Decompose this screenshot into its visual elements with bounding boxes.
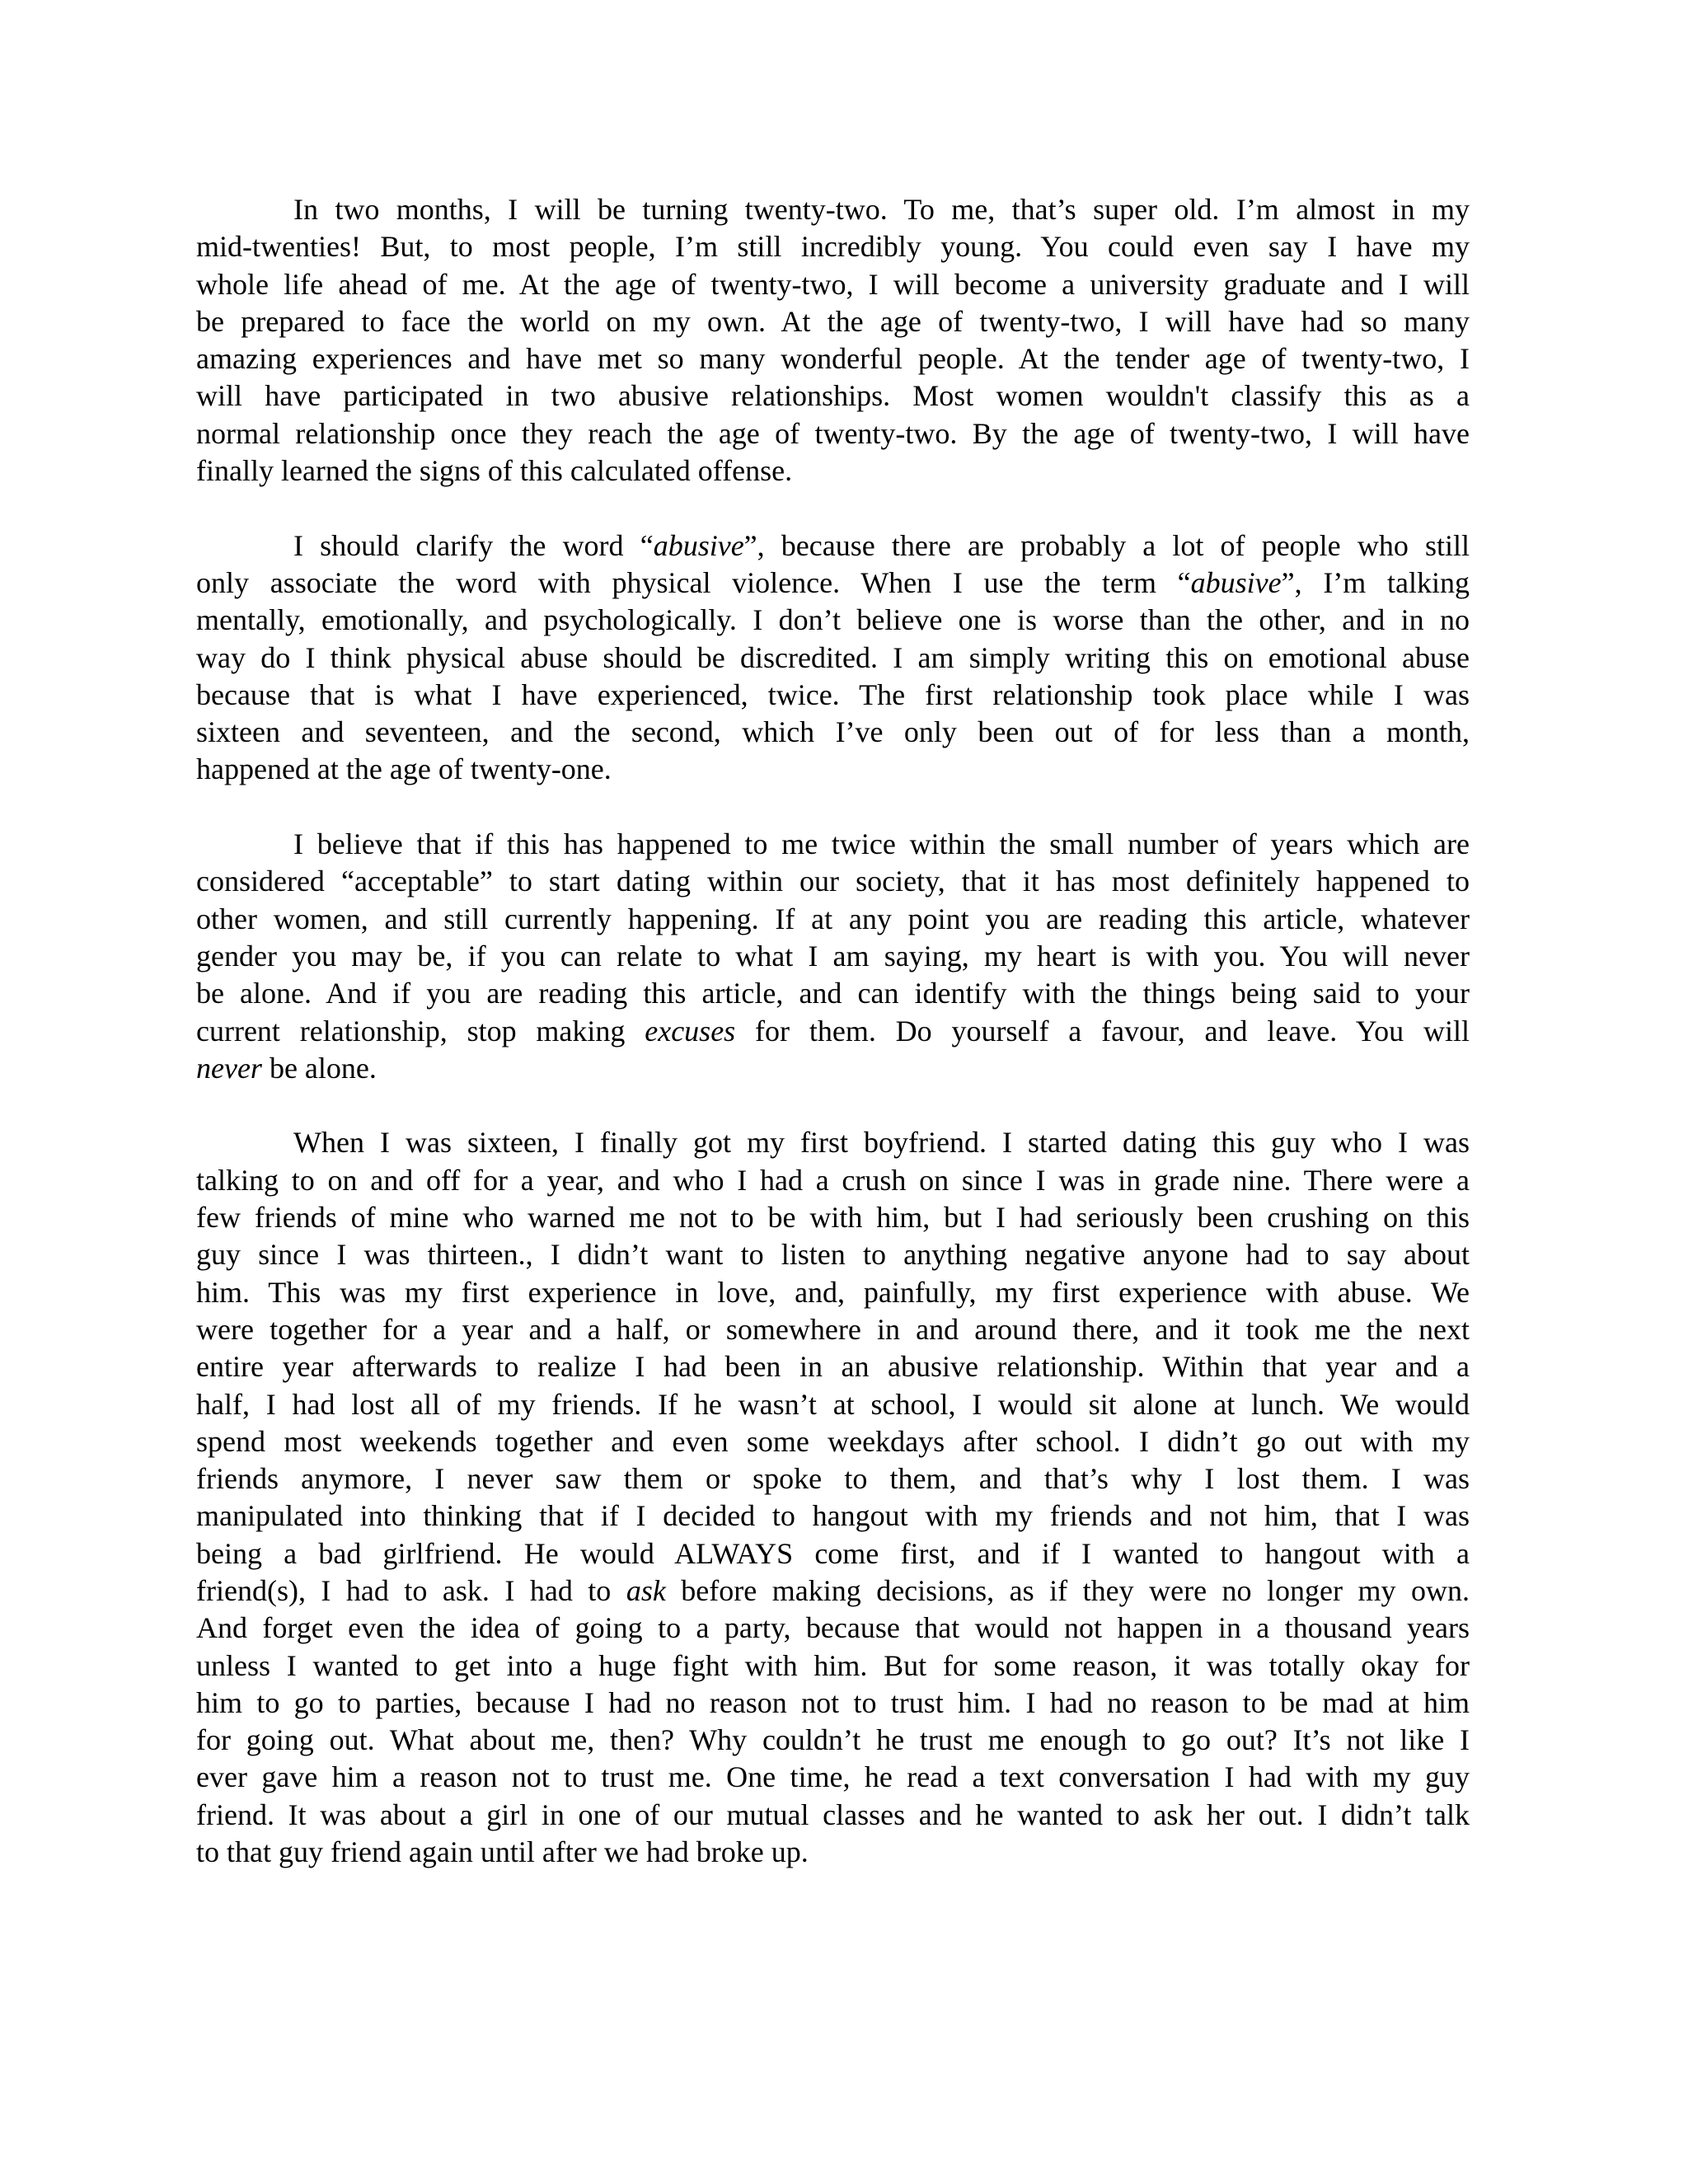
text-line: [196, 565, 1470, 602]
text-run: mentally, emotionally, and psychologically. I don’t believe one is worse than the other, and in no: [196, 603, 1470, 637]
text-run: normal relationship once they reach the age of twenty-two. By the age of twenty-two, I will have: [196, 416, 1470, 450]
text-run: considered “acceptable” to start dating within our society, that it has most definitely happened to: [196, 865, 1470, 898]
text-run: to that guy friend again until after we had broke up.: [196, 1835, 809, 1869]
paragraph-2: [196, 527, 1470, 789]
italic-text: abusive: [653, 528, 744, 562]
text-line: [196, 303, 1470, 340]
italic-text: excuses: [645, 1014, 736, 1047]
text-run: current relationship, stop making: [196, 1014, 645, 1047]
text-run: friends anymore, I never saw them or spoke to them, and that’s why I lost them. I was: [196, 1462, 1470, 1496]
text-run: way do I think physical abuse should be discredited. I am simply writing this on emotional abuse: [196, 640, 1470, 674]
text-run: In two months, I will be turning twenty-two. To me, that’s super old. I’m almost in my: [293, 193, 1470, 226]
text-run: will have participated in two abusive relationships. Most women wouldn't classify this as a: [196, 379, 1470, 413]
text-run: guy since I was thirteen., I didn’t want to listen to anything negative anyone had to say about: [196, 1238, 1470, 1272]
paragraph-4: [196, 1124, 1470, 1871]
text-run: manipulated into thinking that if I decided to hangout with my friends and not him, that I was: [196, 1499, 1470, 1533]
text-line: [196, 1535, 1470, 1572]
text-run: unless I wanted to get into a huge fight with him. But for some reason, it was totally okay for: [196, 1648, 1470, 1682]
text-line: [196, 452, 1470, 490]
document-body: [196, 191, 1470, 1909]
text-run: And forget even the idea of going to a party, because that would not happen in a thousand years: [196, 1611, 1470, 1645]
text-line: [196, 1348, 1470, 1385]
text-line: [196, 1722, 1470, 1759]
text-run: half, I had lost all of my friends. If he wasn’t at school, I would sit alone at lunch. We would: [196, 1387, 1470, 1421]
text-run: be alone.: [261, 1051, 377, 1085]
text-line: [196, 826, 1470, 863]
text-run: sixteen and seventeen, and the second, which I’ve only been out of for less than a month,: [196, 715, 1470, 749]
text-line: [196, 938, 1470, 975]
text-line: [196, 863, 1470, 900]
text-line: [196, 1834, 1470, 1871]
text-run: entire year afterwards to realize I had been in an abusive relationship. Within that year and a: [196, 1350, 1470, 1384]
text-run: ”, I’m talking: [1281, 565, 1470, 599]
text-line: [196, 1050, 1470, 1087]
text-run: before making decisions, as if they were no longer my own.: [665, 1573, 1470, 1607]
text-line: [196, 901, 1470, 938]
paragraph-3: [196, 826, 1470, 1087]
text-run: I believe that if this has happened to me twice within the small number of years which are: [293, 827, 1470, 861]
italic-text: ask: [626, 1573, 666, 1607]
text-line: [196, 975, 1470, 1012]
text-run: I should clarify the word “: [293, 528, 654, 562]
text-line: [196, 266, 1470, 303]
text-line: [196, 1199, 1470, 1236]
text-line: [196, 228, 1470, 265]
text-line: [196, 1423, 1470, 1460]
text-run: be prepared to face the world on my own. At the age of twenty-two, I will have had so many: [196, 304, 1470, 338]
text-line: [196, 527, 1470, 565]
text-line: [196, 1162, 1470, 1199]
text-line: [196, 751, 1470, 788]
text-line: [196, 1311, 1470, 1348]
text-run: mid-twenties! But, to most people, I’m still incredibly young. You could even say I have my: [196, 230, 1470, 264]
text-line: [196, 191, 1470, 228]
text-run: spend most weekends together and even some weekdays after school. I didn’t go out with my: [196, 1424, 1470, 1458]
text-run: other women, and still currently happening. If at any point you are reading this article, whatever: [196, 902, 1470, 935]
text-line: [196, 714, 1470, 751]
text-line: [196, 1610, 1470, 1647]
text-run: him. This was my first experience in love, and, painfully, my first experience with abuse. We: [196, 1275, 1470, 1309]
paragraph-1: [196, 191, 1470, 490]
text-run: because that is what I have experienced, twice. The first relationship took place while I was: [196, 677, 1470, 711]
text-run: whole life ahead of me. At the age of twenty-two, I will become a university graduate and I will: [196, 267, 1470, 301]
text-line: [196, 640, 1470, 677]
italic-text: never: [196, 1051, 262, 1085]
text-run: happened at the age of twenty-one.: [196, 752, 612, 786]
text-run: friend(s), I had to ask. I had to: [196, 1573, 626, 1607]
text-line: [196, 1013, 1470, 1050]
text-line: [196, 1497, 1470, 1535]
text-line: [196, 1685, 1470, 1722]
text-run: finally learned the signs of this calculated offense.: [196, 454, 793, 488]
text-line: [196, 1274, 1470, 1311]
text-line: [196, 1124, 1470, 1161]
text-line: [196, 602, 1470, 639]
italic-text: abusive: [1190, 565, 1282, 599]
text-run: ”, because there are probably a lot of people who still: [743, 528, 1470, 562]
text-line: [196, 1236, 1470, 1273]
text-line: [196, 1460, 1470, 1497]
text-run: for them. Do yourself a favour, and leave. You will: [735, 1014, 1470, 1047]
text-run: be alone. And if you are reading this article, and can identify with the things being said to your: [196, 977, 1470, 1010]
text-run: for going out. What about me, then? Why couldn’t he trust me enough to go out? It’s not like I: [196, 1723, 1470, 1757]
text-run: When I was sixteen, I finally got my first boyfriend. I started dating this guy who I was: [293, 1126, 1470, 1160]
text-line: [196, 1647, 1470, 1685]
text-run: him to go to parties, because I had no reason not to trust him. I had no reason to be mad at him: [196, 1685, 1470, 1719]
text-line: [196, 1797, 1470, 1834]
text-run: were together for a year and a half, or somewhere in and around there, and it took me the next: [196, 1312, 1470, 1346]
text-line: [196, 377, 1470, 415]
text-line: [196, 1759, 1470, 1796]
text-run: gender you may be, if you can relate to what I am saying, my heart is with you. You will never: [196, 939, 1470, 972]
text-run: being a bad girlfriend. He would ALWAYS come first, and if I wanted to hangout with a: [196, 1536, 1470, 1570]
text-run: only associate the word with physical violence. When I use the term “: [196, 565, 1191, 599]
text-line: [196, 415, 1470, 452]
text-run: amazing experiences and have met so many wonderful people. At the tender age of twenty-two, I: [196, 342, 1470, 376]
text-line: [196, 1386, 1470, 1423]
text-run: ever gave him a reason not to trust me. One time, he read a text conversation I had with my guy: [196, 1760, 1470, 1794]
text-line: [196, 340, 1470, 377]
text-line: [196, 1572, 1470, 1610]
text-line: [196, 677, 1470, 714]
text-run: friend. It was about a girl in one of our mutual classes and he wanted to ask her out. I didn’t talk: [196, 1797, 1470, 1831]
text-run: few friends of mine who warned me not to be with him, but I had seriously been crushing on this: [196, 1201, 1470, 1235]
text-run: talking to on and off for a year, and who I had a crush on since I was in grade nine. There were a: [196, 1163, 1470, 1197]
